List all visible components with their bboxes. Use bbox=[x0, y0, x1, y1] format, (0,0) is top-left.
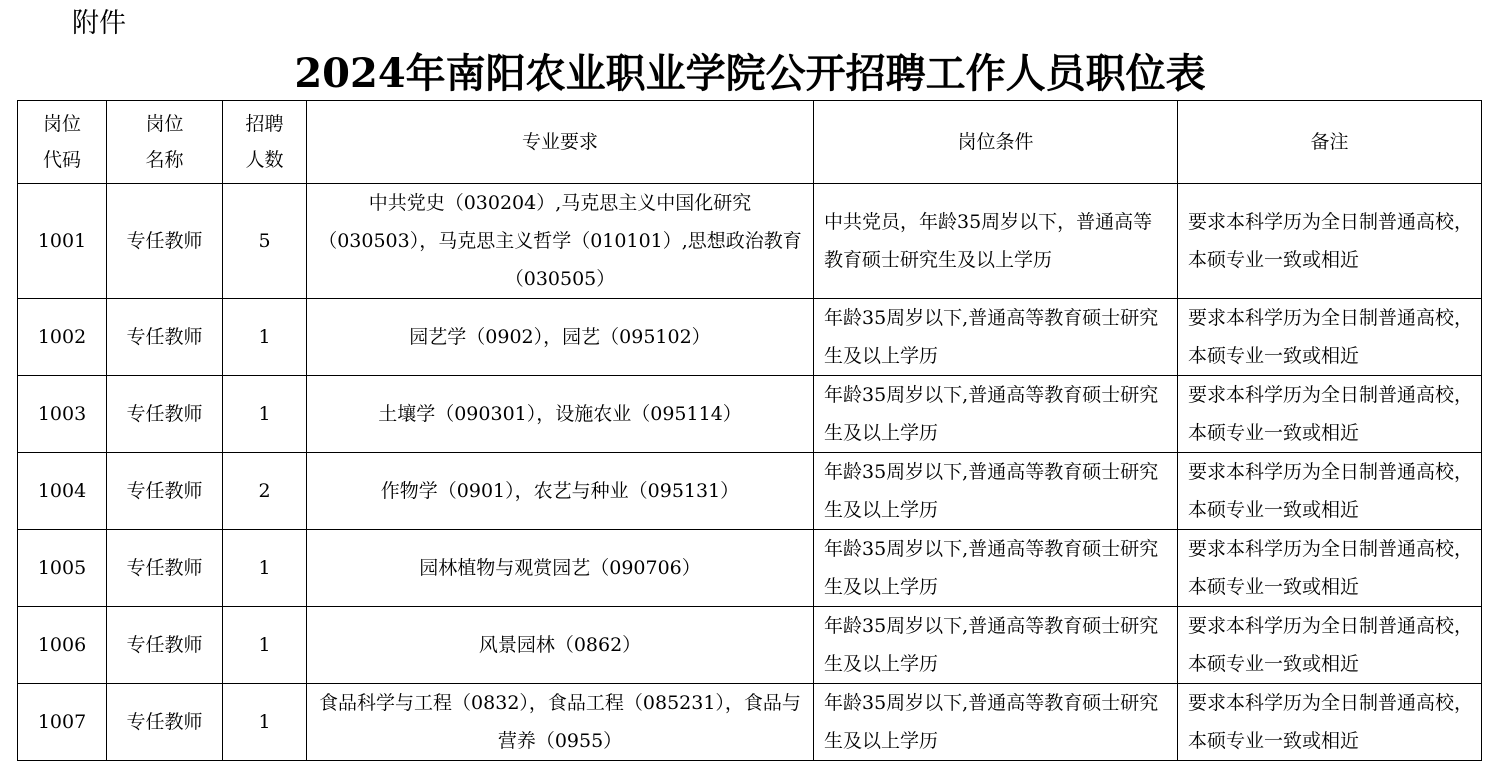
header-name: 岗位名称 bbox=[107, 101, 223, 184]
cell-conditions: 年龄35周岁以下,普通高等教育硕士研究生及以上学历 bbox=[814, 299, 1178, 376]
cell-name: 专任教师 bbox=[107, 376, 223, 453]
cell-notes: 要求本科学历为全日制普通高校，本硕专业一致或相近 bbox=[1178, 299, 1482, 376]
cell-major: 作物学（0901），农艺与种业（095131） bbox=[307, 453, 814, 530]
cell-major: 风景园林（0862） bbox=[307, 607, 814, 684]
positions-table bbox=[17, 100, 1482, 761]
cell-count: 1 bbox=[223, 299, 307, 376]
cell-name: 专任教师 bbox=[107, 184, 223, 299]
cell-code: 1004 bbox=[18, 453, 107, 530]
cell-name: 专任教师 bbox=[107, 607, 223, 684]
cell-conditions: 年龄35周岁以下,普通高等教育硕士研究生及以上学历 bbox=[814, 684, 1178, 761]
cell-major: 中共党史（030204）,马克思主义中国化研究（030503），马克思主义哲学（010101）,思想政治教育（030505） bbox=[307, 184, 814, 299]
cell-conditions: 中共党员，年龄35周岁以下，普通高等教育硕士研究生及以上学历 bbox=[814, 184, 1178, 299]
header-conditions: 岗位条件 bbox=[814, 101, 1178, 184]
cell-major: 园艺学（0902），园艺（095102） bbox=[307, 299, 814, 376]
header-count: 招聘人数 bbox=[223, 101, 307, 184]
cell-count: 1 bbox=[223, 530, 307, 607]
table-row bbox=[18, 607, 1482, 684]
cell-notes: 要求本科学历为全日制普通高校，本硕专业一致或相近 bbox=[1178, 607, 1482, 684]
cell-code: 1001 bbox=[18, 184, 107, 299]
header-major: 专业要求 bbox=[307, 101, 814, 184]
cell-count: 5 bbox=[223, 184, 307, 299]
cell-notes: 要求本科学历为全日制普通高校，本硕专业一致或相近 bbox=[1178, 376, 1482, 453]
table-row bbox=[18, 530, 1482, 607]
table-row bbox=[18, 453, 1482, 530]
cell-major: 园林植物与观赏园艺（090706） bbox=[307, 530, 814, 607]
cell-notes: 要求本科学历为全日制普通高校，本硕专业一致或相近 bbox=[1178, 184, 1482, 299]
cell-name: 专任教师 bbox=[107, 453, 223, 530]
table-row bbox=[18, 684, 1482, 761]
cell-conditions: 年龄35周岁以下,普通高等教育硕士研究生及以上学历 bbox=[814, 376, 1178, 453]
table-header-row bbox=[18, 101, 1482, 184]
cell-code: 1007 bbox=[18, 684, 107, 761]
cell-count: 1 bbox=[223, 684, 307, 761]
header-code: 岗位代码 bbox=[18, 101, 107, 184]
cell-notes: 要求本科学历为全日制普通高校，本硕专业一致或相近 bbox=[1178, 684, 1482, 761]
header-notes: 备注 bbox=[1178, 101, 1482, 184]
cell-code: 1005 bbox=[18, 530, 107, 607]
attachment-label: 附件 bbox=[72, 8, 126, 39]
cell-count: 1 bbox=[223, 376, 307, 453]
cell-code: 1006 bbox=[18, 607, 107, 684]
cell-notes: 要求本科学历为全日制普通高校，本硕专业一致或相近 bbox=[1178, 453, 1482, 530]
table-row bbox=[18, 184, 1482, 299]
cell-count: 2 bbox=[223, 453, 307, 530]
cell-conditions: 年龄35周岁以下,普通高等教育硕士研究生及以上学历 bbox=[814, 530, 1178, 607]
cell-conditions: 年龄35周岁以下,普通高等教育硕士研究生及以上学历 bbox=[814, 607, 1178, 684]
cell-major: 土壤学（090301），设施农业（095114） bbox=[307, 376, 814, 453]
page-title: 2024年南阳农业职业学院公开招聘工作人员职位表 bbox=[294, 50, 1206, 97]
cell-major: 食品科学与工程（0832），食品工程（085231），食品与营养（0955） bbox=[307, 684, 814, 761]
cell-conditions: 年龄35周岁以下,普通高等教育硕士研究生及以上学历 bbox=[814, 453, 1178, 530]
cell-code: 1002 bbox=[18, 299, 107, 376]
table-row bbox=[18, 299, 1482, 376]
cell-count: 1 bbox=[223, 607, 307, 684]
cell-code: 1003 bbox=[18, 376, 107, 453]
table-row bbox=[18, 376, 1482, 453]
cell-name: 专任教师 bbox=[107, 299, 223, 376]
cell-name: 专任教师 bbox=[107, 530, 223, 607]
cell-name: 专任教师 bbox=[107, 684, 223, 761]
cell-notes: 要求本科学历为全日制普通高校，本硕专业一致或相近 bbox=[1178, 530, 1482, 607]
